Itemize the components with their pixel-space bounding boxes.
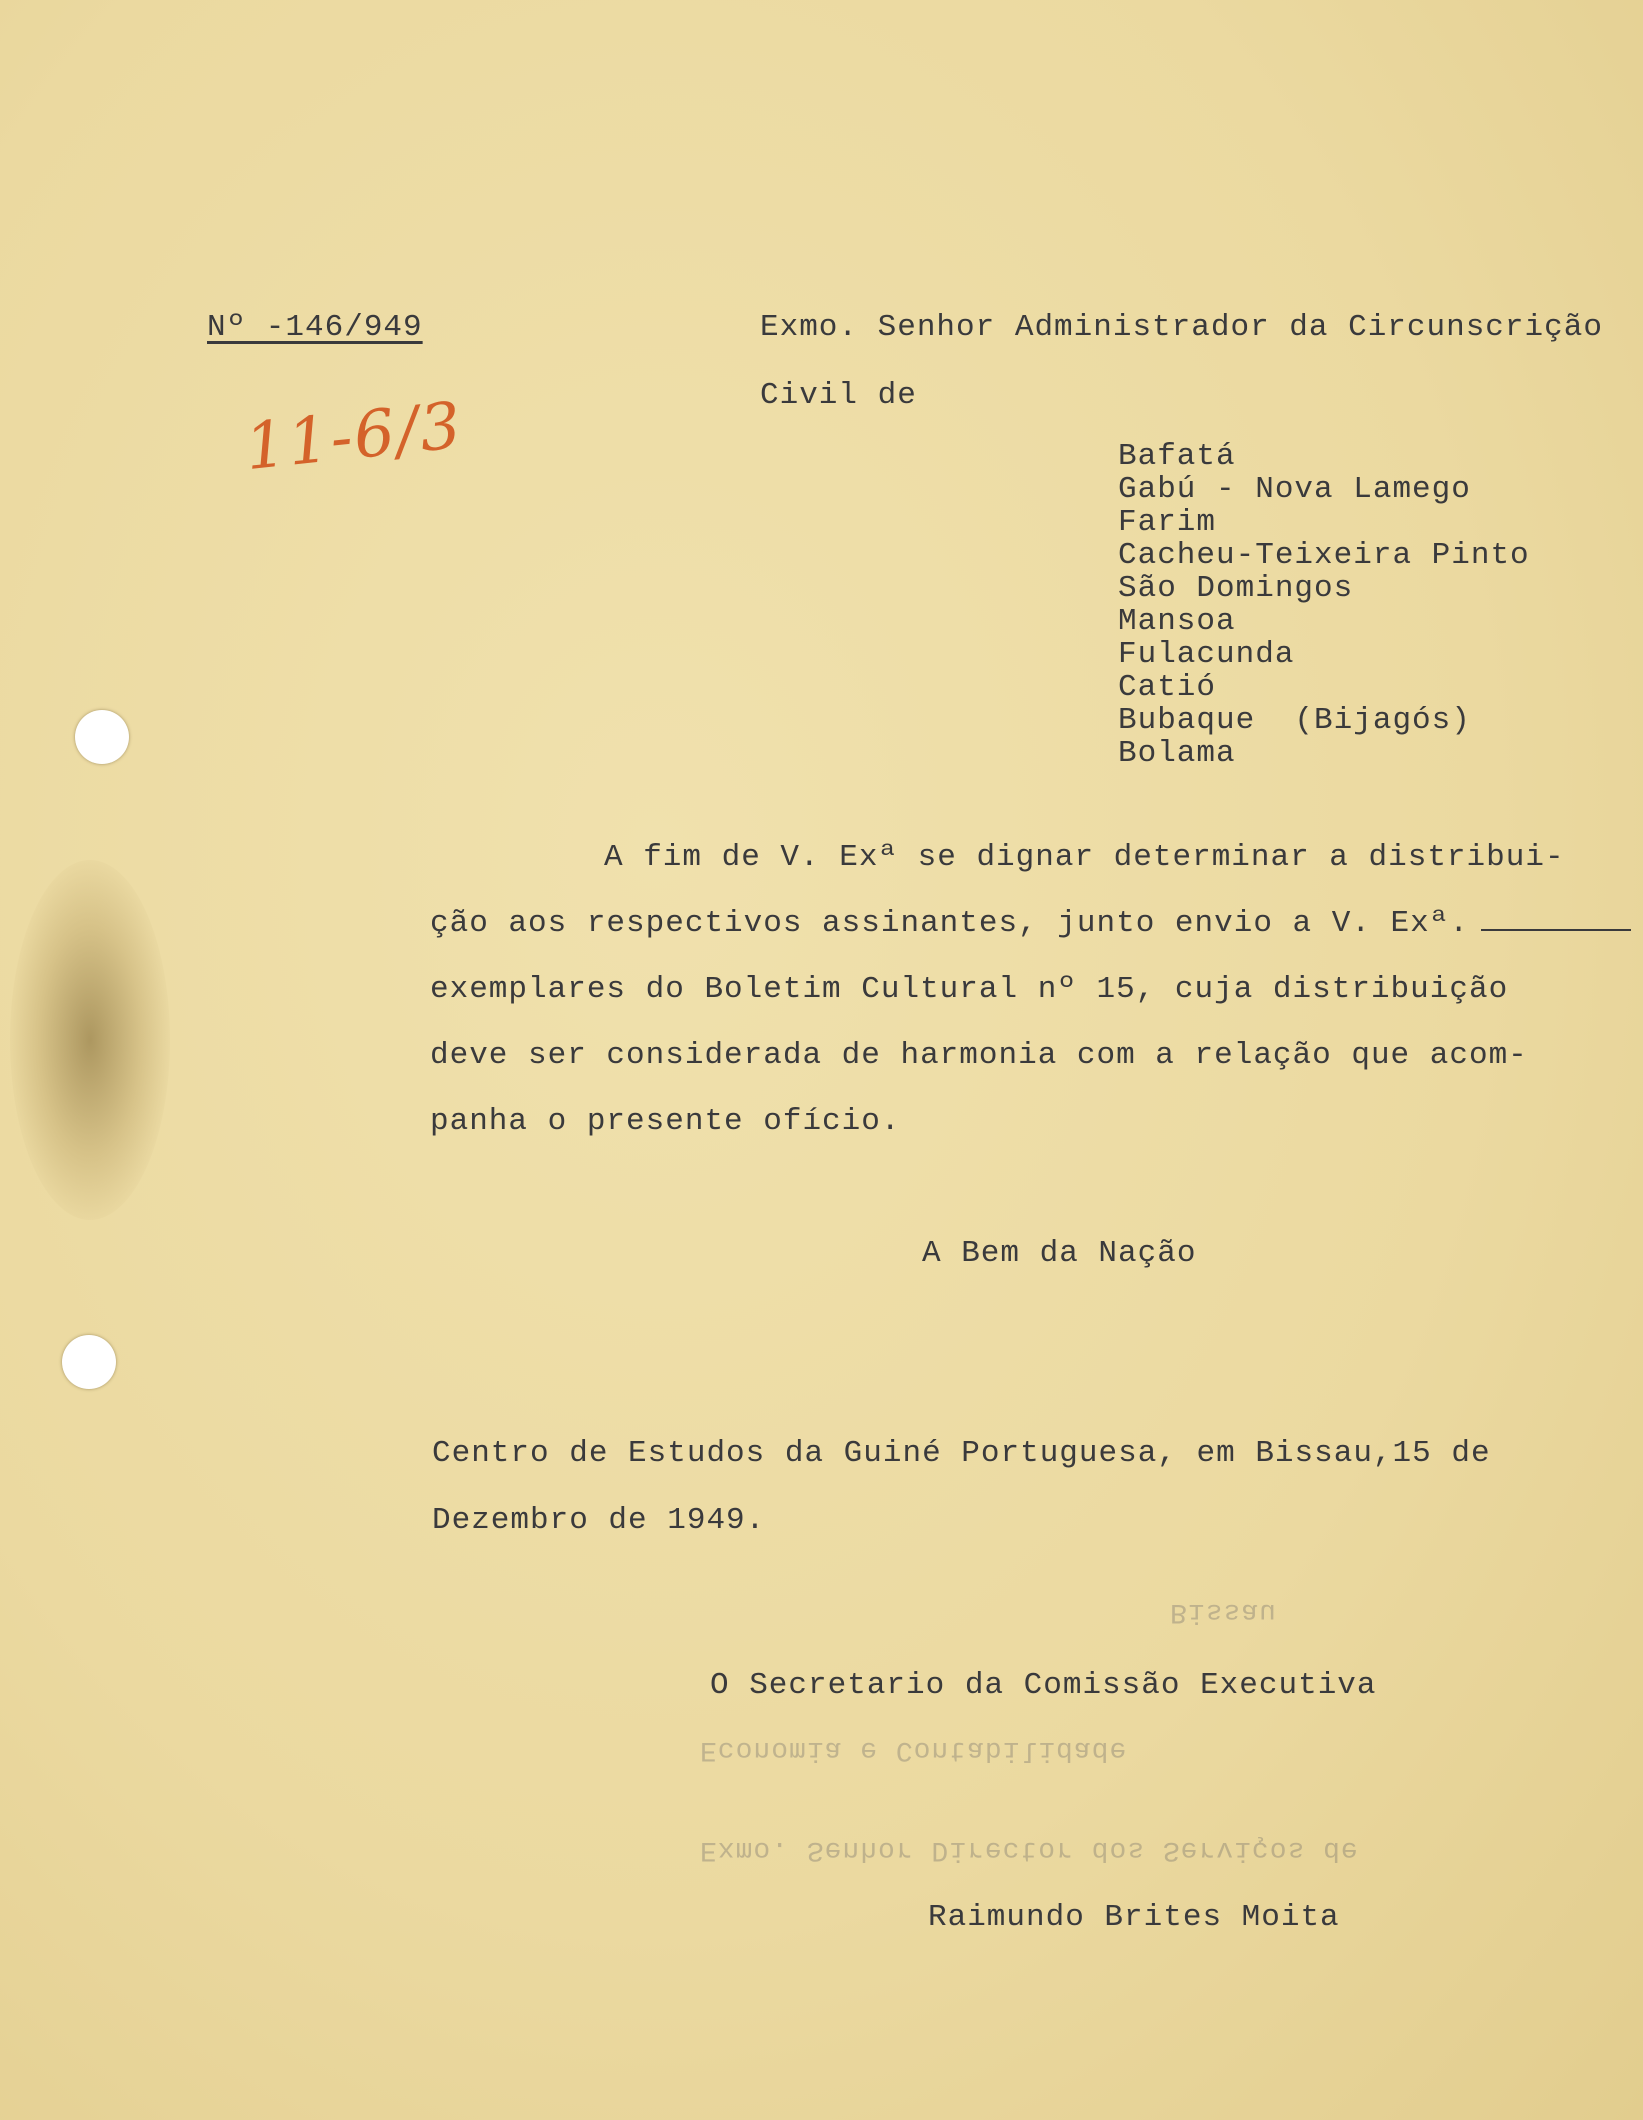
place-date-line-1: Centro de Estudos da Guiné Portuguesa, em Bissau,15 de — [432, 1436, 1491, 1471]
water-stain — [10, 860, 170, 1220]
punch-hole-bottom — [62, 1335, 116, 1389]
district-item: Catió — [1118, 670, 1217, 705]
addressee-line-1: Exmo. Senhor Administrador da Circunscrição — [760, 310, 1603, 345]
handwritten-annotation: 11-6/3 — [241, 388, 467, 486]
body-line-2-text: ção aos respectivos assinantes, junto envio a V. Exª. — [430, 906, 1469, 941]
body-line-3: exemplares do Boletim Cultural nº 15, cuja distribuição — [430, 972, 1509, 1007]
district-item: Mansoa — [1118, 604, 1236, 639]
offset-text-2: Exmo. Senhor Director dos Serviços de — [700, 1834, 1359, 1865]
district-item: Farim — [1118, 505, 1217, 540]
district-list — [1118, 440, 1530, 770]
district-item: Bubaque (Bijagós) — [1118, 703, 1471, 738]
district-item: Fulacunda — [1118, 637, 1295, 672]
addressee-line-2: Civil de — [760, 378, 917, 413]
reference-number: Nº -146/949 — [207, 310, 423, 345]
body-line-1: A fim de V. Exª se dignar determinar a distribui- — [604, 840, 1565, 875]
district-item: Gabú - Nova Lamego — [1118, 472, 1471, 507]
offset-text-3: Economia e Contabilidade — [700, 1734, 1128, 1765]
offset-text-1: Bissau — [1170, 1596, 1277, 1627]
punch-hole-top — [75, 710, 129, 764]
district-item: Bolama — [1118, 736, 1236, 771]
quantity-blank — [1481, 927, 1631, 931]
district-item: São Domingos — [1118, 571, 1354, 606]
district-item: Bafatá — [1118, 439, 1236, 474]
body-line-2 — [430, 906, 1631, 941]
signatory-title: O Secretario da Comissão Executiva — [710, 1668, 1377, 1703]
place-date-line-2: Dezembro de 1949. — [432, 1503, 766, 1538]
district-item: Cacheu-Teixeira Pinto — [1118, 538, 1530, 573]
closing-salutation: A Bem da Nação — [922, 1236, 1197, 1271]
body-line-5: panha o presente ofício. — [430, 1104, 901, 1139]
signatory-name: Raimundo Brites Moita — [928, 1900, 1340, 1935]
body-line-4: deve ser considerada de harmonia com a relação que acom- — [430, 1038, 1528, 1073]
